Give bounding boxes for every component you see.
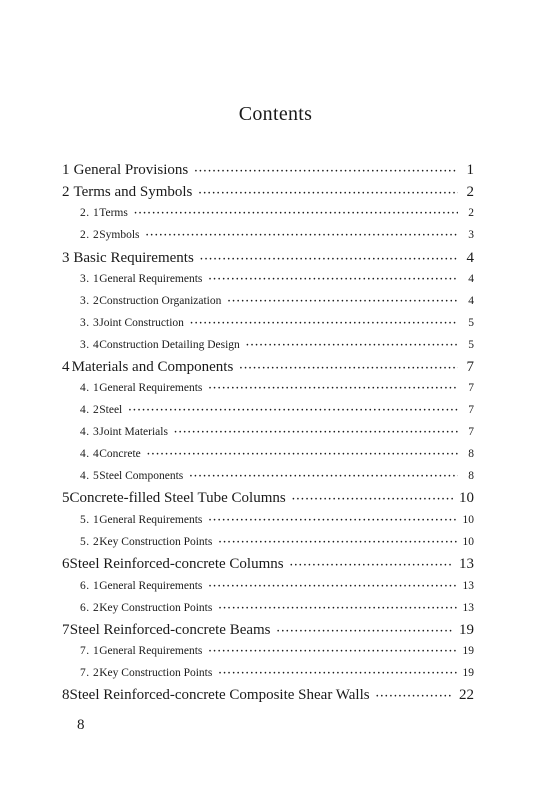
entry-number: 1 bbox=[62, 162, 70, 178]
toc-entry[interactable] bbox=[62, 184, 474, 201]
entry-label: Key Construction Points bbox=[99, 536, 213, 548]
entry-page: 5 bbox=[468, 339, 474, 351]
entry-label: General Requirements bbox=[99, 645, 203, 657]
entry-number: 2. 1 bbox=[80, 207, 100, 219]
leader-dots bbox=[208, 384, 458, 394]
entry-page: 7 bbox=[468, 404, 474, 416]
leader-dots bbox=[190, 319, 458, 329]
entry-page: 22 bbox=[459, 687, 474, 703]
entry-number: 7. 2 bbox=[80, 667, 100, 679]
entry-label: Steel Reinforced-concrete Composite Shear Walls bbox=[69, 687, 370, 703]
entry-label: General Provisions bbox=[73, 162, 189, 178]
entry-page: 7 bbox=[468, 382, 474, 394]
entry-label: Key Construction Points bbox=[99, 602, 213, 614]
entry-page: 7 bbox=[466, 359, 474, 375]
page-number: 8 bbox=[77, 717, 85, 733]
entry-page: 10 bbox=[459, 490, 474, 506]
leader-dots bbox=[239, 364, 458, 374]
entry-label: Steel Components bbox=[99, 470, 184, 482]
entry-label: Construction Detailing Design bbox=[99, 339, 240, 351]
leader-dots bbox=[128, 406, 458, 416]
entry-number: 6. 2 bbox=[80, 602, 100, 614]
leader-dots bbox=[174, 428, 458, 438]
entry-number: 2. 2 bbox=[80, 229, 100, 241]
entry-label: General Requirements bbox=[99, 382, 203, 394]
entry-page: 19 bbox=[462, 645, 474, 657]
entry-label: General Requirements bbox=[99, 514, 203, 526]
leader-dots bbox=[277, 627, 453, 637]
entry-number: 5. 1 bbox=[80, 514, 100, 526]
toc-entry[interactable] bbox=[62, 622, 474, 639]
leader-dots bbox=[208, 582, 456, 592]
entry-label: General Requirements bbox=[99, 580, 203, 592]
entry-page: 13 bbox=[459, 556, 474, 572]
entry-number: 4. 4 bbox=[80, 448, 100, 460]
entry-page: 13 bbox=[462, 580, 474, 592]
page-title: Contents bbox=[238, 103, 313, 125]
toc-entry[interactable] bbox=[80, 514, 474, 526]
leader-dots bbox=[290, 561, 453, 571]
entry-label: Steel Reinforced-concrete Beams bbox=[69, 622, 271, 638]
entry-page: 10 bbox=[462, 536, 474, 548]
entry-page: 4 bbox=[466, 250, 474, 266]
entry-label: Joint Materials bbox=[99, 426, 168, 438]
toc-entry[interactable] bbox=[62, 359, 474, 376]
entry-page: 2 bbox=[466, 184, 474, 200]
entry-number: 7. 1 bbox=[80, 645, 100, 657]
toc-entry[interactable] bbox=[80, 273, 474, 285]
entry-page: 19 bbox=[459, 622, 474, 638]
entry-label: Concrete-filled Steel Tube Columns bbox=[69, 490, 286, 506]
leader-dots bbox=[208, 647, 456, 657]
leader-dots bbox=[134, 209, 458, 219]
entry-number: 4. 5 bbox=[80, 470, 100, 482]
entry-number: 3. 1 bbox=[80, 273, 100, 285]
toc-entry[interactable] bbox=[62, 687, 474, 704]
leader-dots bbox=[198, 189, 458, 199]
entry-number: 5. 2 bbox=[80, 536, 100, 548]
entry-page: 7 bbox=[468, 426, 474, 438]
toc-entry[interactable] bbox=[80, 645, 474, 657]
toc-entry[interactable] bbox=[62, 556, 474, 573]
entry-number: 4. 3 bbox=[80, 426, 100, 438]
entry-number: 6. 1 bbox=[80, 580, 100, 592]
toc-entry[interactable] bbox=[62, 490, 474, 507]
entry-number: 3. 3 bbox=[80, 317, 100, 329]
leader-dots bbox=[376, 692, 453, 702]
toc-entry[interactable] bbox=[62, 250, 474, 267]
toc-entry[interactable] bbox=[80, 448, 474, 460]
entry-page: 5 bbox=[468, 317, 474, 329]
toc-entry[interactable] bbox=[80, 229, 474, 241]
entry-number: 7 bbox=[62, 622, 70, 638]
entry-page: 8 bbox=[468, 470, 474, 482]
leader-dots bbox=[194, 167, 458, 177]
entry-label: Construction Organization bbox=[99, 295, 222, 307]
entry-number: 5 bbox=[62, 490, 70, 506]
leader-dots bbox=[208, 516, 456, 526]
toc-entry[interactable] bbox=[80, 536, 474, 548]
entry-number: 3. 2 bbox=[80, 295, 100, 307]
leader-dots bbox=[146, 231, 458, 241]
toc-entry[interactable] bbox=[80, 317, 474, 329]
leader-dots bbox=[200, 255, 458, 265]
entry-label: Steel bbox=[99, 404, 123, 416]
entry-label: Materials and Components bbox=[71, 359, 234, 375]
leader-dots bbox=[218, 669, 456, 679]
leader-dots bbox=[246, 341, 458, 351]
toc-entry[interactable] bbox=[80, 339, 474, 351]
entry-number: 4 bbox=[62, 359, 70, 375]
entry-page: 4 bbox=[468, 295, 474, 307]
toc-entry[interactable] bbox=[80, 667, 474, 679]
entry-label: Concrete bbox=[99, 448, 141, 460]
entry-number: 4. 1 bbox=[80, 382, 100, 394]
entry-label: General Requirements bbox=[99, 273, 203, 285]
leader-dots bbox=[292, 495, 453, 505]
entry-page: 3 bbox=[468, 229, 474, 241]
leader-dots bbox=[218, 604, 456, 614]
toc-entry[interactable] bbox=[80, 580, 474, 592]
toc-entry[interactable] bbox=[80, 426, 474, 438]
entry-page: 2 bbox=[468, 207, 474, 219]
entry-page: 8 bbox=[468, 448, 474, 460]
entry-label: Terms and Symbols bbox=[73, 184, 193, 200]
toc-entry[interactable] bbox=[80, 404, 474, 416]
entry-number: 4. 2 bbox=[80, 404, 100, 416]
toc-entry[interactable] bbox=[80, 470, 474, 482]
entry-page: 13 bbox=[462, 602, 474, 614]
leader-dots bbox=[227, 297, 458, 307]
leader-dots bbox=[208, 275, 458, 285]
entry-page: 1 bbox=[466, 162, 474, 178]
entry-label: Basic Requirements bbox=[73, 250, 194, 266]
entry-label: Symbols bbox=[99, 229, 140, 241]
entry-number: 2 bbox=[62, 184, 70, 200]
entry-label: Steel Reinforced-concrete Columns bbox=[69, 556, 284, 572]
entry-number: 6 bbox=[62, 556, 70, 572]
toc-entry[interactable] bbox=[80, 602, 474, 614]
entry-number: 3 bbox=[62, 250, 70, 266]
leader-dots bbox=[189, 472, 458, 482]
entry-label: Joint Construction bbox=[99, 317, 184, 329]
entry-label: Terms bbox=[99, 207, 128, 219]
entry-number: 3. 4 bbox=[80, 339, 100, 351]
leader-dots bbox=[218, 538, 456, 548]
entry-page: 10 bbox=[462, 514, 474, 526]
entry-page: 19 bbox=[462, 667, 474, 679]
entry-number: 8 bbox=[62, 687, 70, 703]
entry-label: Key Construction Points bbox=[99, 667, 213, 679]
toc-entry[interactable] bbox=[80, 382, 474, 394]
toc-entry[interactable] bbox=[80, 207, 474, 219]
leader-dots bbox=[147, 450, 458, 460]
entry-page: 4 bbox=[468, 273, 474, 285]
toc-entry[interactable] bbox=[62, 162, 474, 179]
toc-entry[interactable] bbox=[80, 295, 474, 307]
